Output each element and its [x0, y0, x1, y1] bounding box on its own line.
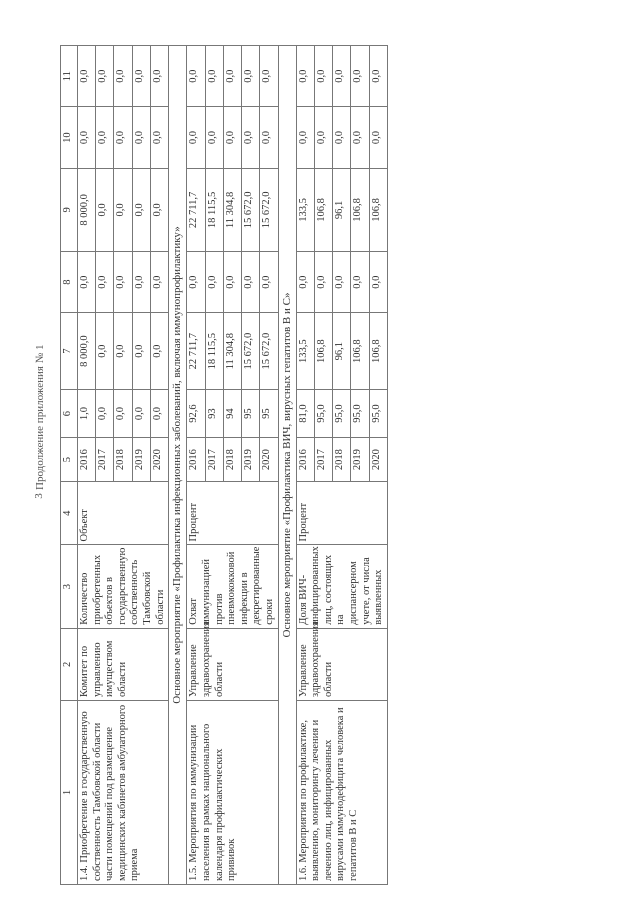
year: 2018: [333, 438, 351, 482]
local-budget: 0,0: [314, 107, 332, 168]
column-number-row: [61, 46, 78, 885]
column-number-7: 7: [61, 313, 78, 390]
total-funding: 11 304,8: [223, 313, 241, 390]
local-budget: 0,0: [187, 107, 205, 168]
regional-budget: 96,1: [333, 168, 351, 251]
year: 2018: [223, 438, 241, 482]
unit: Процент: [296, 481, 387, 545]
indicator-value: 0,0: [96, 389, 114, 437]
total-funding: 0,0: [150, 313, 168, 390]
other-sources: 0,0: [369, 46, 387, 107]
other-sources: 0,0: [333, 46, 351, 107]
year: 2017: [314, 438, 332, 482]
indicator-value: 0,0: [132, 389, 150, 437]
indicator-value: 92,6: [187, 389, 205, 437]
regional-budget: 106,8: [314, 168, 332, 251]
total-funding: 96,1: [333, 313, 351, 390]
section-row: [169, 46, 187, 885]
indicator-value: 95,0: [314, 389, 332, 437]
column-number-10: 10: [61, 107, 78, 168]
year: 2017: [96, 438, 114, 482]
other-sources: 0,0: [114, 46, 132, 107]
local-budget: 0,0: [242, 107, 260, 168]
federal-budget: 0,0: [223, 252, 241, 313]
local-budget: 0,0: [296, 107, 314, 168]
indicator-value: 95,0: [333, 389, 351, 437]
regional-budget: 0,0: [150, 168, 168, 251]
other-sources: 0,0: [223, 46, 241, 107]
total-funding: 15 672,0: [242, 313, 260, 390]
regional-budget: 15 672,0: [242, 168, 260, 251]
column-number-5: 5: [61, 438, 78, 482]
section-title: Основное мероприятие «Профилактика инфекционных заболеваний, включая иммунопрофилактику»: [169, 46, 187, 885]
federal-budget: 0,0: [333, 252, 351, 313]
indicator-value: 0,0: [114, 389, 132, 437]
rotated-table-content: [60, 45, 600, 885]
regional-budget: 22 711,7: [187, 168, 205, 251]
federal-budget: 0,0: [187, 252, 205, 313]
indicator-name: Доля ВИЧ-инфицированных лиц, состоящих на диспансерном учете, от числа выявленных: [296, 545, 387, 628]
table-body: [78, 46, 388, 885]
year: 2016: [296, 438, 314, 482]
total-funding: 0,0: [96, 313, 114, 390]
unit: Процент: [187, 481, 278, 545]
measure-name: 1.5. Мероприятия по иммунизации населения в рамках национального календаря профилактических прививок: [187, 701, 278, 885]
regional-budget: 18 115,5: [205, 168, 223, 251]
local-budget: 0,0: [78, 107, 96, 168]
column-number-8: 8: [61, 252, 78, 313]
local-budget: 0,0: [369, 107, 387, 168]
federal-budget: 0,0: [132, 252, 150, 313]
other-sources: 0,0: [150, 46, 168, 107]
federal-budget: 0,0: [205, 252, 223, 313]
column-number-2: 2: [61, 628, 78, 700]
regional-budget: 15 672,0: [260, 168, 278, 251]
total-funding: 22 711,7: [187, 313, 205, 390]
regional-budget: 133,5: [296, 168, 314, 251]
column-number-3: 3: [61, 545, 78, 628]
indicator-value: 1,0: [78, 389, 96, 437]
other-sources: 0,0: [132, 46, 150, 107]
total-funding: 15 672,0: [260, 313, 278, 390]
column-number-11: 11: [61, 46, 78, 107]
year: 2018: [114, 438, 132, 482]
executor: Комитет по управлению имуществом области: [78, 628, 169, 700]
local-budget: 0,0: [114, 107, 132, 168]
section-row: [278, 46, 296, 885]
indicator-value: 94: [223, 389, 241, 437]
total-funding: 106,8: [314, 313, 332, 390]
measure-name: 1.4. Приобретение в государственную собственность Тамбовской области части помещений под размещение медицинских кабинетов амбулаторного приема: [78, 701, 169, 885]
local-budget: 0,0: [132, 107, 150, 168]
year: 2019: [132, 438, 150, 482]
regional-budget: 106,8: [369, 168, 387, 251]
other-sources: 0,0: [314, 46, 332, 107]
federal-budget: 0,0: [351, 252, 369, 313]
total-funding: 133,5: [296, 313, 314, 390]
table-row: [78, 46, 96, 885]
column-number-4: 4: [61, 481, 78, 545]
total-funding: 8 000,0: [78, 313, 96, 390]
local-budget: 0,0: [260, 107, 278, 168]
other-sources: 0,0: [96, 46, 114, 107]
federal-budget: 0,0: [78, 252, 96, 313]
local-budget: 0,0: [205, 107, 223, 168]
regional-budget: 106,8: [351, 168, 369, 251]
federal-budget: 0,0: [96, 252, 114, 313]
executor: Управление здравоохранения области: [296, 628, 387, 700]
regional-budget: 8 000,0: [78, 168, 96, 251]
measure-name: 1.6. Мероприятия по профилактике, выявлению, мониторингу лечения и лечению лиц, инфицированных вирусами иммунодефицита человека и гепатитов В и С: [296, 701, 387, 885]
other-sources: 0,0: [296, 46, 314, 107]
indicator-value: 0,0: [150, 389, 168, 437]
regional-budget: 11 304,8: [223, 168, 241, 251]
federal-budget: 0,0: [242, 252, 260, 313]
year: 2016: [78, 438, 96, 482]
indicator-name: Охват иммунизацией против пневмококковой инфекции в декретированные сроки: [187, 545, 278, 628]
indicator-name: Количество приобретенных объектов в государственную собственность Тамбовской области: [78, 545, 169, 628]
total-funding: 0,0: [114, 313, 132, 390]
year: 2019: [351, 438, 369, 482]
column-number-6: 6: [61, 389, 78, 437]
indicator-value: 81,0: [296, 389, 314, 437]
federal-budget: 0,0: [150, 252, 168, 313]
year: 2017: [205, 438, 223, 482]
year: 2020: [260, 438, 278, 482]
table-row: [187, 46, 205, 885]
federal-budget: 0,0: [296, 252, 314, 313]
column-number-9: 9: [61, 168, 78, 251]
page-number: 3: [32, 493, 45, 499]
indicator-value: 95,0: [351, 389, 369, 437]
year: 2016: [187, 438, 205, 482]
local-budget: 0,0: [333, 107, 351, 168]
executor: Управление здравоохранения области: [187, 628, 278, 700]
indicator-value: 95,0: [369, 389, 387, 437]
local-budget: 0,0: [150, 107, 168, 168]
year: 2020: [150, 438, 168, 482]
rotated-table-area: [60, 45, 600, 885]
appendix-continuation-note: [28, 200, 58, 500]
appendix-continuation-text: Продолжение приложения № 1: [34, 344, 46, 490]
column-number-1: 1: [61, 701, 78, 885]
federal-budget: 0,0: [114, 252, 132, 313]
federal-budget: 0,0: [314, 252, 332, 313]
federal-budget: 0,0: [369, 252, 387, 313]
indicator-value: 95: [242, 389, 260, 437]
unit: Объект: [78, 481, 169, 545]
other-sources: 0,0: [260, 46, 278, 107]
total-funding: 106,8: [351, 313, 369, 390]
local-budget: 0,0: [223, 107, 241, 168]
indicator-value: 93: [205, 389, 223, 437]
table-row: [296, 46, 314, 885]
regional-budget: 0,0: [96, 168, 114, 251]
section-title: Основное мероприятие «Профилактика ВИЧ, вирусных гепатитов В и С»: [278, 46, 296, 885]
other-sources: 0,0: [205, 46, 223, 107]
local-budget: 0,0: [96, 107, 114, 168]
other-sources: 0,0: [78, 46, 96, 107]
program-table: [60, 45, 388, 885]
total-funding: 106,8: [369, 313, 387, 390]
regional-budget: 0,0: [114, 168, 132, 251]
total-funding: 0,0: [132, 313, 150, 390]
year: 2020: [369, 438, 387, 482]
federal-budget: 0,0: [260, 252, 278, 313]
indicator-value: 95: [260, 389, 278, 437]
total-funding: 18 115,5: [205, 313, 223, 390]
other-sources: 0,0: [187, 46, 205, 107]
other-sources: 0,0: [351, 46, 369, 107]
other-sources: 0,0: [242, 46, 260, 107]
regional-budget: 0,0: [132, 168, 150, 251]
local-budget: 0,0: [351, 107, 369, 168]
year: 2019: [242, 438, 260, 482]
